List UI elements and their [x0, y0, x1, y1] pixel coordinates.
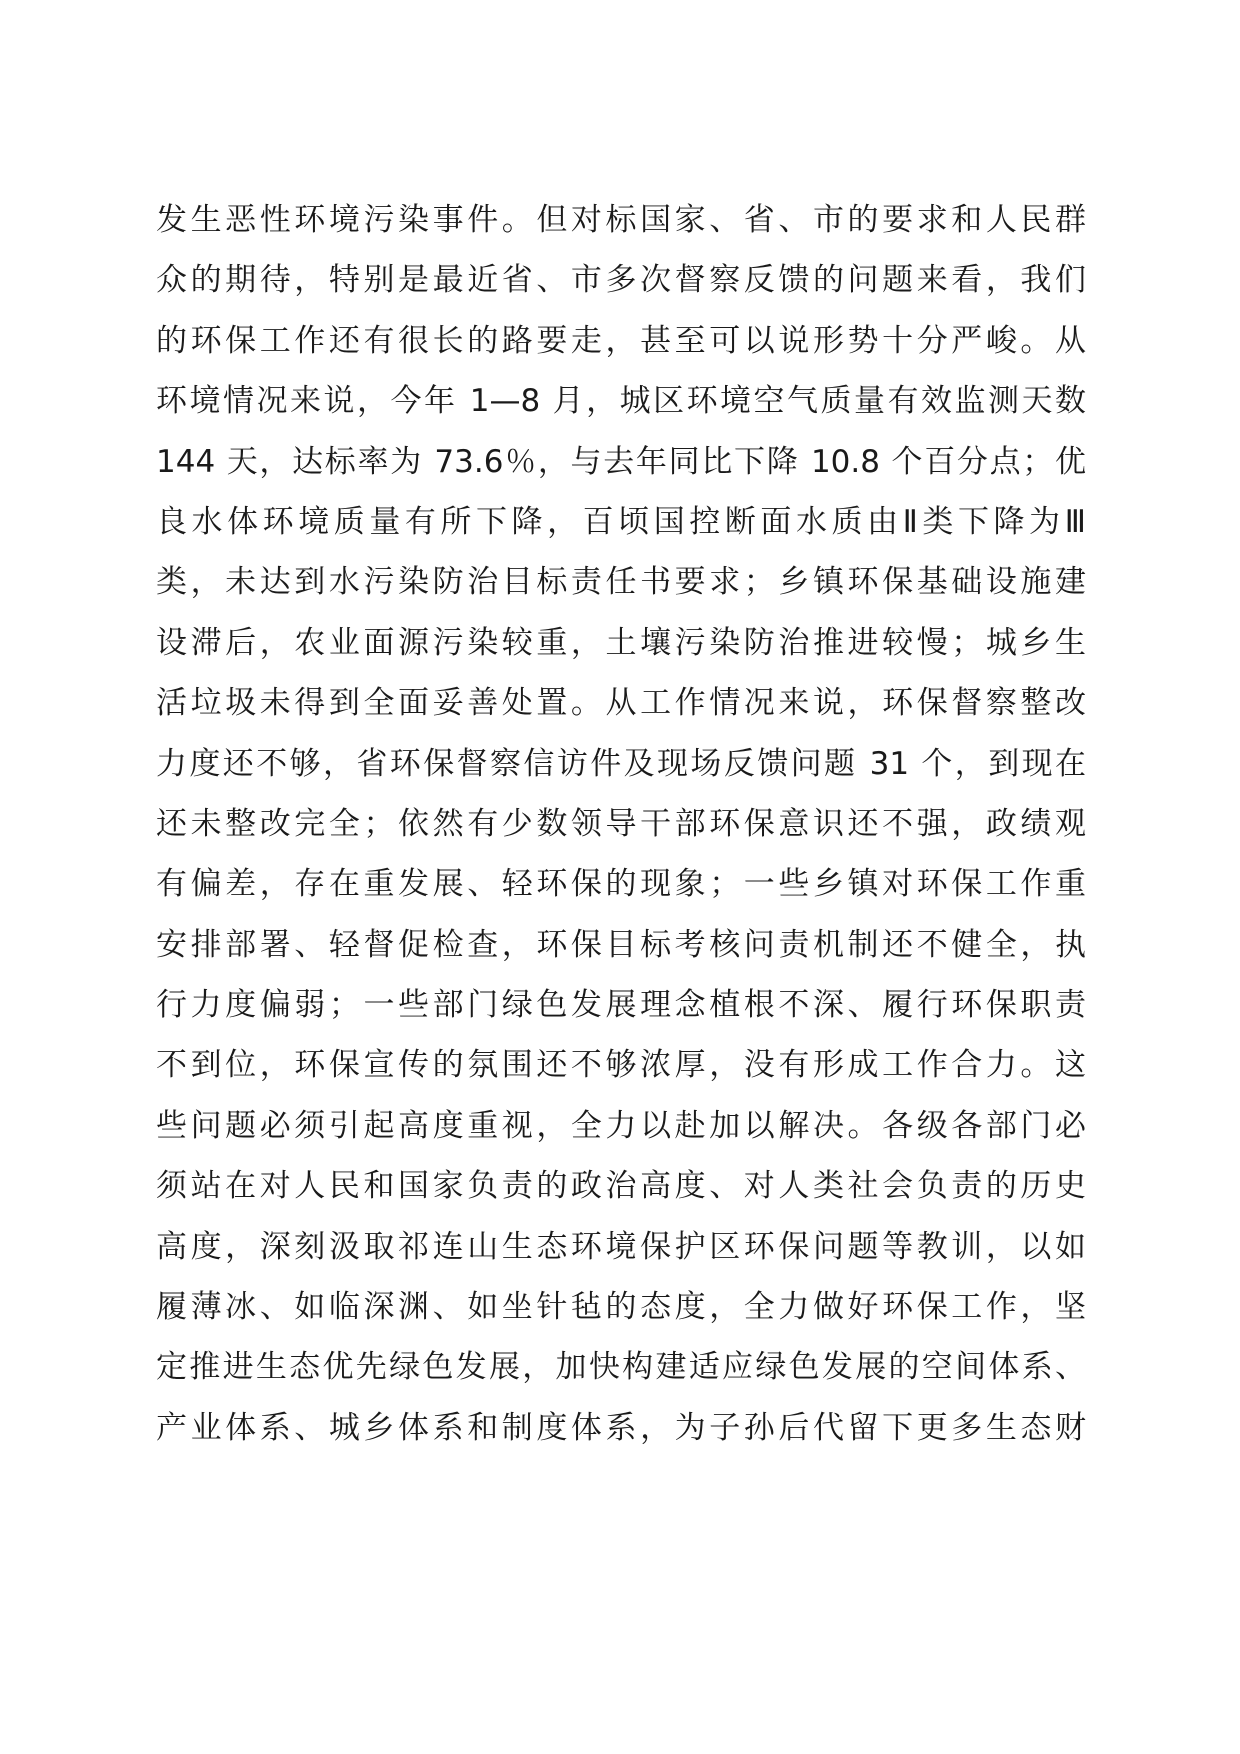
- text-line: 发生恶性环境污染事件。但对标国家、省、市的要求和人民群: [156, 202, 1086, 238]
- text-line: 安排部署、轻督促检查，环保目标考核问责机制还不健全，执: [156, 926, 1086, 963]
- text-line: 须站在对人民和国家负责的政治高度、对人类社会负责的历史: [156, 1168, 1086, 1205]
- text-line: 行力度偏弱；一些部门绿色发展理念植根不深、履行环保职责: [156, 987, 1086, 1024]
- text-line: 良水体环境质量有所下降，百顷国控断面水质由Ⅱ类下降为Ⅲ: [156, 503, 1086, 540]
- text-line: 有偏差，存在重发展、轻环保的现象；一些乡镇对环保工作重: [156, 866, 1086, 903]
- text-line: 产业体系、城乡体系和制度体系，为子孙后代留下更多生态财: [156, 1409, 1086, 1446]
- text-line: 履薄冰、如临深渊、如坐针毡的态度，全力做好环保工作，坚: [156, 1289, 1086, 1326]
- text-line: 不到位，环保宣传的氛围还不够浓厚，没有形成工作合力。这: [156, 1047, 1086, 1084]
- text-line: 高度，深刻汲取祁连山生态环境保护区环保问题等教训，以如: [156, 1228, 1086, 1265]
- text-line: 还未整改完全；依然有少数领导干部环保意识还不强，政绩观: [156, 805, 1086, 842]
- text-line: 众的期待，特别是最近省、市多次督察反馈的问题来看，我们: [156, 262, 1086, 299]
- text-line: 些问题必须引起高度重视，全力以赴加以解决。各级各部门必: [156, 1107, 1086, 1144]
- text-line: 类，未达到水污染防治目标责任书要求；乡镇环保基础设施建: [156, 564, 1086, 601]
- body-text: [156, 190, 1086, 1458]
- text-line: 力度还不够，省环保督察信访件及现场反馈问题 31 个，到现在: [156, 745, 1086, 782]
- text-line: 设滞后，农业面源污染较重，土壤污染防治推进较慢；城乡生: [156, 624, 1086, 661]
- text-line: 的环保工作还有很长的路要走，甚至可以说形势十分严峻。从: [156, 322, 1086, 359]
- text-line: 定推进生态优先绿色发展，加快构建适应绿色发展的空间体系、: [156, 1349, 1086, 1386]
- text-line: 活垃圾未得到全面妥善处置。从工作情况来说，环保督察整改: [156, 685, 1086, 722]
- text-line: 环境情况来说，今年 1—8 月，城区环境空气质量有效监测天数: [156, 383, 1086, 420]
- text-line: 144 天，达标率为 73.6％，与去年同比下降 10.8 个百分点；优: [156, 443, 1086, 480]
